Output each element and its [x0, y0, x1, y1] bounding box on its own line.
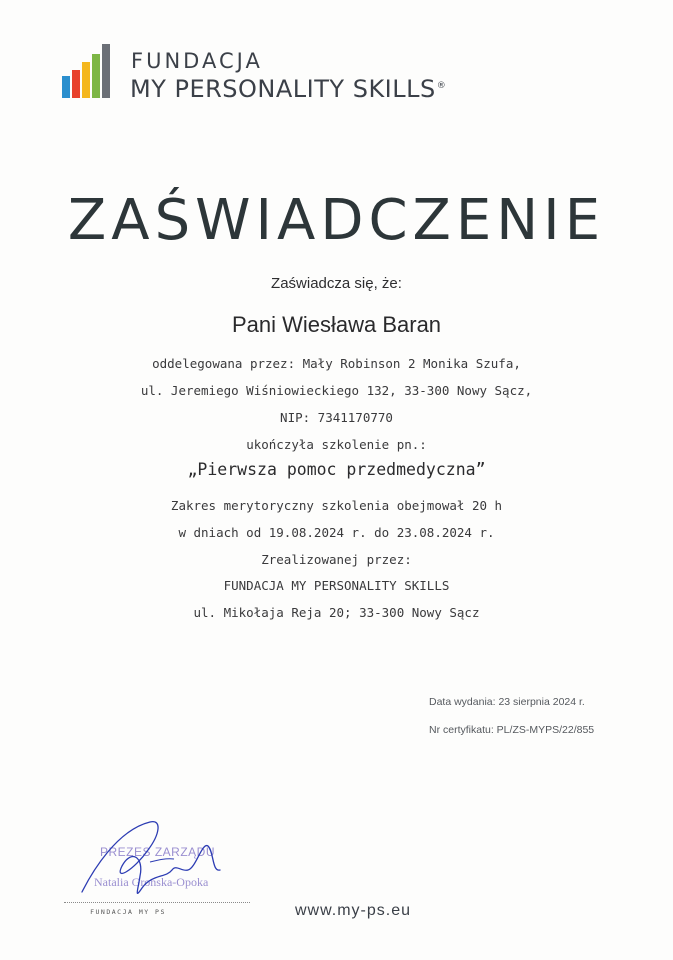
logo-fundacja-text: FUNDACJA: [131, 49, 263, 73]
foundation-logo: [60, 42, 500, 106]
completed-line: ukończyła szkolenie pn.:: [246, 437, 427, 452]
signature-stamp: [62, 812, 262, 902]
stamp-title: PREZES ZARZĄDU: [100, 845, 216, 859]
signature-org-caption: FUNDACJA MY PS: [90, 908, 166, 916]
realized-by-line: Zrealizowanej przez:: [261, 552, 412, 567]
nip-line: NIP: 7341170770: [280, 410, 393, 425]
recipient-name: Pani Wiesława Baran: [231, 312, 442, 337]
certificate-title: ZAŚWIADCZENIE: [67, 187, 606, 253]
bar-chart-logo-icon: [60, 42, 124, 106]
stamp-name: Natalia Grońska-Opoka: [94, 875, 209, 889]
logo-name-label: MY PERSONALITY SKILLS: [130, 75, 436, 103]
website-url: www.my-ps.eu: [295, 902, 412, 919]
organizer-address-line: ul. Mikołaja Reja 20; 33-300 Nowy Sącz: [193, 605, 480, 620]
certificate-number: Nr certyfikatu: PL/ZS-MYPS/22/855: [429, 724, 595, 736]
course-name: „Pierwsza pomoc przedmedyczna”: [187, 460, 486, 479]
dates-line: w dniach od 19.08.2024 r. do 23.08.2024 r.: [178, 525, 495, 540]
signature-line: [64, 902, 250, 903]
organizer-line: FUNDACJA MY PERSONALITY SKILLS: [223, 578, 450, 593]
registered-mark: ®: [436, 81, 447, 91]
signature-stroke: [150, 859, 174, 862]
delegated-by-line: oddelegowana przez: Mały Robinson 2 Monika Szufa,: [152, 356, 521, 371]
certifies-text: Zaświadcza się, że:: [271, 275, 402, 292]
scope-line: Zakres merytoryczny szkolenia obejmował 20 h: [170, 498, 503, 513]
logo-name-text: [130, 75, 446, 103]
address-line: ul. Jeremiego Wiśniowieckiego 132, 33-300 Nowy Sącz,: [140, 383, 533, 398]
issue-date: Data wydania: 23 sierpnia 2024 r.: [429, 696, 585, 708]
